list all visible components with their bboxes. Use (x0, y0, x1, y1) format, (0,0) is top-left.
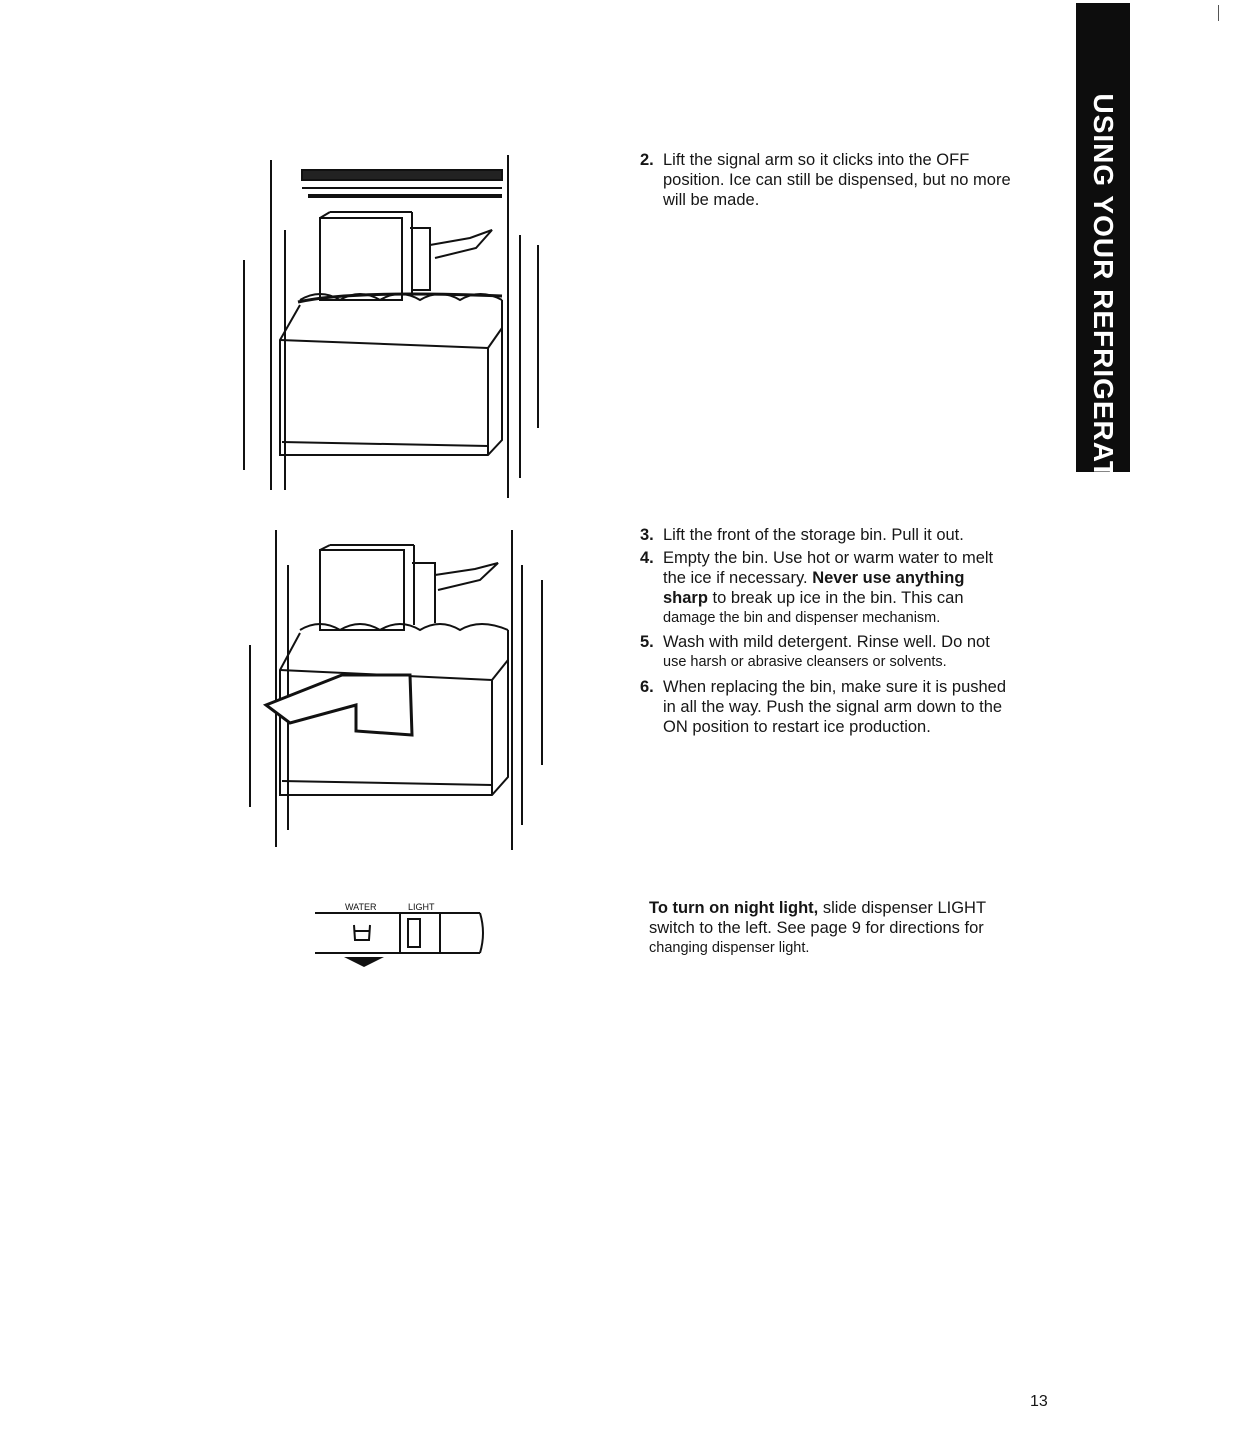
warning-text: Never use anything (812, 569, 965, 587)
step-text-line (663, 588, 1040, 608)
night-light-line (649, 898, 1029, 918)
step-number: 2. (640, 151, 654, 169)
step-text-span: to break up ice in the bin. This can (707, 589, 964, 607)
step-text-line (663, 568, 1040, 588)
step-text-line: Lift the signal arm so it clicks into the OFF (663, 151, 970, 169)
step-5 (640, 632, 1040, 672)
step-number: 3. (640, 526, 654, 544)
step-text-line: ON position to restart ice production. (663, 718, 931, 736)
step-number: 6. (640, 678, 654, 696)
step-4 (640, 548, 1040, 628)
step-text-line: Wash with mild detergent. Rinse well. Do not (663, 633, 990, 651)
storage-bin-removal-illustration (230, 525, 560, 855)
page-number: 13 (1030, 1393, 1048, 1410)
night-light-heading: To turn on night light, (649, 899, 819, 917)
step-text-line: damage the bin and dispenser mechanism. (663, 610, 941, 626)
dispenser-switch-panel-illustration (300, 893, 500, 973)
light-label: LIGHT (408, 902, 435, 912)
section-side-tab-label: USING YOUR REFRIGERATOR (1088, 93, 1119, 523)
step-text-line: use harsh or abrasive cleansers or solvents. (663, 654, 947, 670)
step-3 (640, 525, 1040, 545)
step-text-line: in all the way. Push the signal arm down to the (663, 698, 1003, 716)
step-text-line: Empty the bin. Use hot or warm water to melt (663, 549, 994, 567)
night-light-line: changing dispenser light. (649, 940, 810, 956)
step-text-line: Lift the front of the storage bin. Pull it out. (663, 526, 964, 544)
scan-mark (1218, 5, 1219, 21)
ice-maker-signal-arm-illustration (230, 150, 560, 505)
step-text-line: position. Ice can still be dispensed, but no more (663, 171, 1011, 189)
step-number: 4. (640, 549, 654, 567)
step-2 (640, 150, 1040, 210)
night-light-line: switch to the left. See page 9 for directions for (649, 919, 984, 937)
water-label: WATER (345, 902, 377, 912)
warning-text: sharp (663, 589, 708, 607)
step-6 (640, 677, 1040, 737)
step-number: 5. (640, 633, 654, 651)
night-light-text: slide dispenser LIGHT (818, 899, 987, 917)
step-text-line: When replacing the bin, make sure it is pushed (663, 678, 1007, 696)
step-text-line: will be made. (663, 191, 760, 209)
step-text-span: the ice if necessary. (663, 569, 813, 587)
night-light-instructions (649, 898, 1029, 958)
